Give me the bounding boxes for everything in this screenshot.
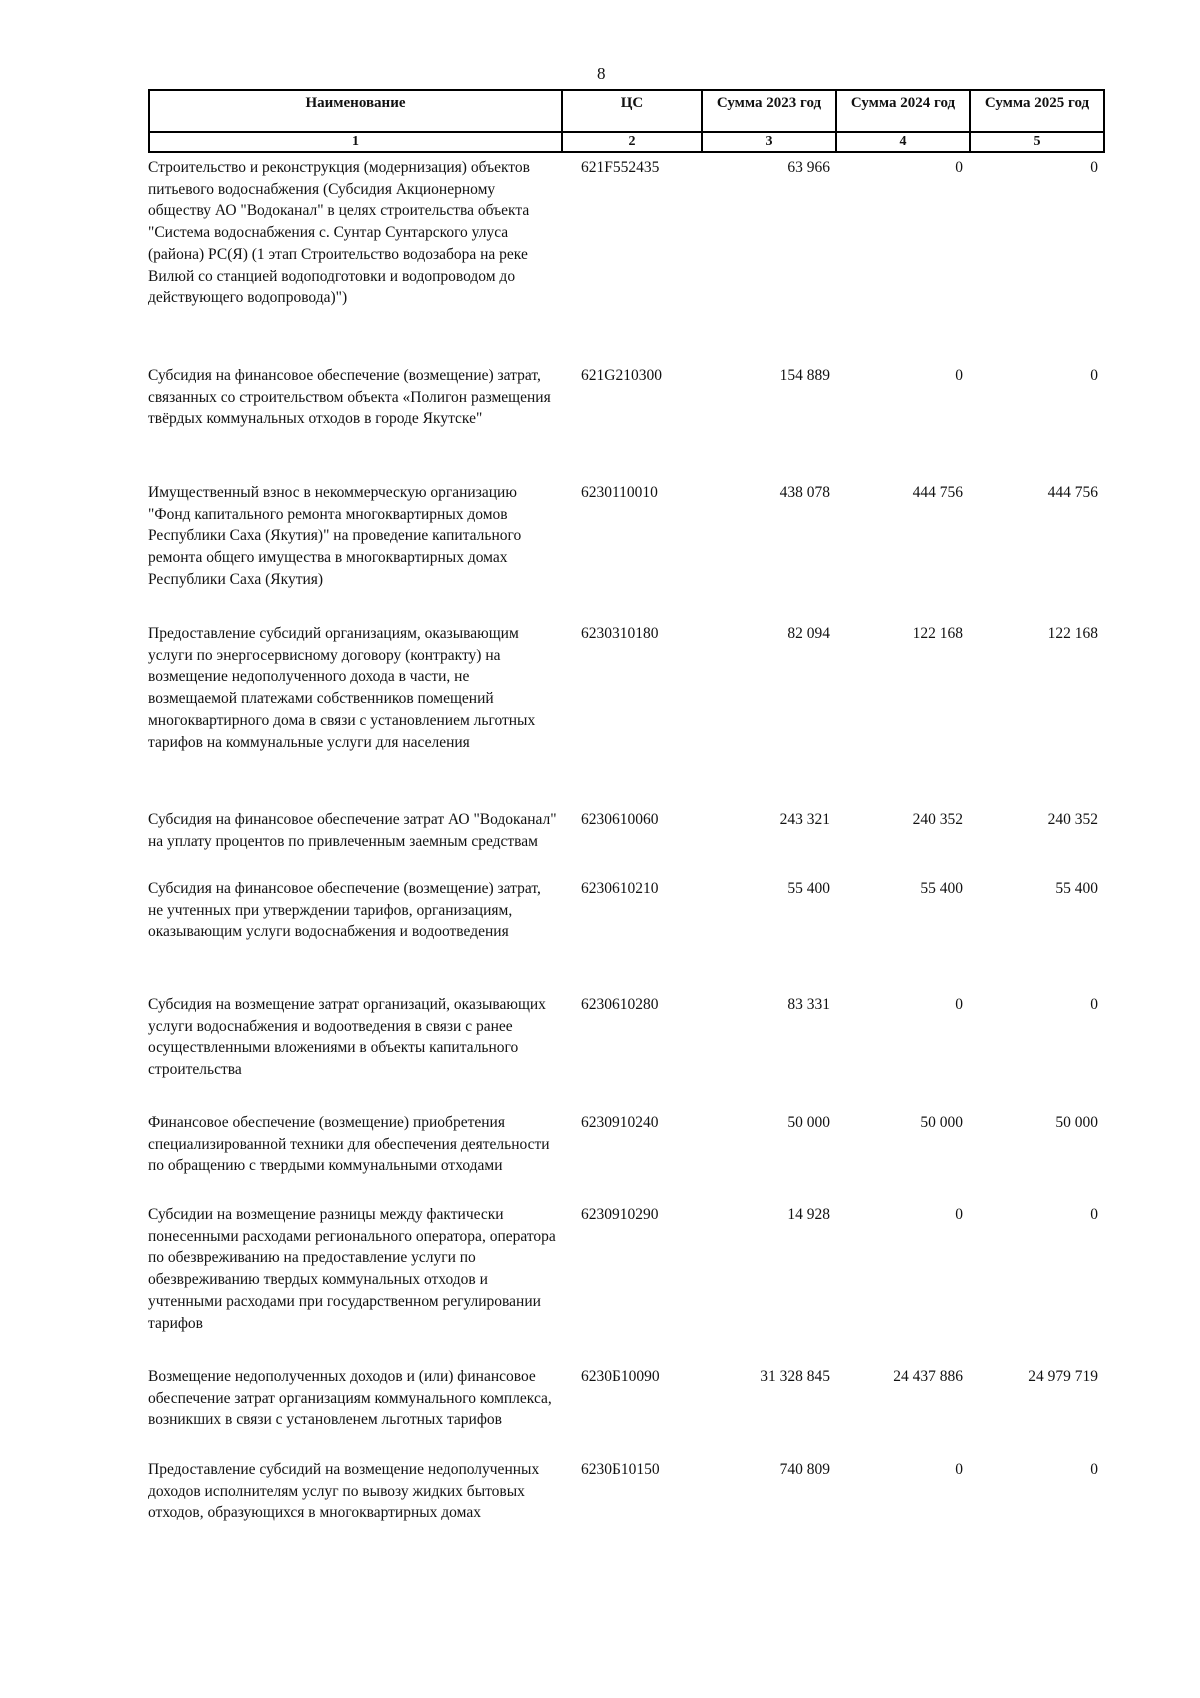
row-sum-2023: 63 966: [787, 159, 830, 176]
row-sum-2023: 55 400: [787, 880, 830, 897]
header-sum-2025: Сумма 2025 год: [970, 90, 1104, 132]
row-sum-2024: 50 000: [920, 1114, 963, 1131]
row-sum-2023: 82 094: [787, 625, 830, 642]
row-sum-2025: 0: [1090, 996, 1098, 1013]
row-code: 6230Б10090: [581, 1368, 660, 1385]
col-number-2: 2: [562, 132, 702, 152]
row-sum-2024: 55 400: [920, 880, 963, 897]
row-sum-2023: 740 809: [779, 1461, 830, 1478]
row-code: 6230610280: [581, 996, 659, 1013]
row-code: 621F552435: [581, 159, 660, 176]
row-name: Субсидии на возмещение разницы между фактически понесенными расходами регионального оператора, оператора по обезвреживанию на предоставление услуги по обезвреживанию твердых коммунальных отходов и учтенными расходами при государственном регулировании тарифов: [148, 1206, 556, 1332]
row-sum-2025: 24 979 719: [1028, 1368, 1098, 1385]
row-sum-2023: 83 331: [787, 996, 830, 1013]
row-sum-2025: 50 000: [1055, 1114, 1098, 1131]
row-sum-2024: 240 352: [912, 811, 963, 828]
row-name: Возмещение недополученных доходов и (или) финансовое обеспечение затрат организациям коммунального комплекса, возникших в связи с установленем льготных тарифов: [148, 1368, 552, 1429]
col-number-4: 4: [836, 132, 970, 152]
col-number-3: 3: [702, 132, 836, 152]
col-number-5: 5: [970, 132, 1104, 152]
row-code: 6230110010: [581, 484, 658, 501]
row-sum-2025: 444 756: [1047, 484, 1098, 501]
row-code: 621G210300: [581, 367, 662, 384]
row-name: Субсидия на возмещение затрат организаций, оказывающих услуги водоснабжения и водоотведения в связи с ранее осуществленными вложениями в объекты капитального строительства: [148, 996, 546, 1079]
row-name: Субсидия на финансовое обеспечение затрат АО "Водоканал" на уплату процентов по привлеченным заемным средствам: [148, 811, 557, 850]
row-sum-2025: 0: [1090, 1461, 1098, 1478]
row-sum-2024: 0: [955, 1206, 963, 1223]
table-header: [148, 89, 1105, 153]
row-name: Предоставление субсидий на возмещение недополученных доходов исполнителям услуг по вывозу жидких бытовых отходов, образующихся в многоквартирных домах: [148, 1461, 540, 1522]
row-name: Имущественный взнос в некоммерческую организацию "Фонд капитального ремонта многоквартирных домов Республики Саха (Якутия)" на проведение капитального ремонта общего имущества в многоквартирных домах Республики Саха (Якутия): [148, 484, 522, 588]
row-sum-2024: 24 437 886: [893, 1368, 963, 1385]
row-code: 6230610210: [581, 880, 659, 897]
row-sum-2023: 243 321: [779, 811, 830, 828]
row-name: Предоставление субсидий организациям, оказывающим услуги по энергосервисному договору (контракту) на возмещение недополученного дохода в части, не возмещаемой платежами собственников помещений многоквартирного дома в связи с установлением льготных тарифов на коммунальные услуги для населения: [148, 625, 536, 751]
row-sum-2024: 0: [955, 159, 963, 176]
header-sum-2023: Сумма 2023 год: [702, 90, 836, 132]
header-code: ЦС: [562, 90, 702, 132]
row-code: 6230Б10150: [581, 1461, 660, 1478]
row-code: 6230910290: [581, 1206, 659, 1223]
row-sum-2023: 50 000: [787, 1114, 830, 1131]
row-sum-2024: 0: [955, 996, 963, 1013]
row-sum-2025: 0: [1090, 159, 1098, 176]
row-sum-2024: 122 168: [912, 625, 963, 642]
row-sum-2025: 55 400: [1055, 880, 1098, 897]
row-name: Финансовое обеспечение (возмещение) приобретения специализированной техники для обеспечения деятельности по обращению с твердыми коммунальными отходами: [148, 1114, 550, 1175]
row-name: Субсидия на финансовое обеспечение (возмещение) затрат, не учтенных при утверждении тарифов, организациям, оказывающим услуги водоснабжения и водоотведения: [148, 880, 541, 941]
row-code: 6230910240: [581, 1114, 659, 1131]
page-number: 8: [597, 64, 606, 83]
row-sum-2023: 438 078: [779, 484, 830, 501]
row-sum-2024: 444 756: [912, 484, 963, 501]
row-sum-2023: 14 928: [787, 1206, 830, 1223]
row-sum-2023: 31 328 845: [760, 1368, 830, 1385]
row-name: Строительство и реконструкция (модернизация) объектов питьевого водоснабжения (Субсидия Акционерному обществу АО "Водоканал" в целях строительства объекта "Система водоснабжения с. Сунтар Сунтарского улуса (района) РС(Я) (1 этап Строительство водозабора на реке Вилюй со станцией водоподготовки и водопроводом до действующего водопровода)"): [148, 159, 530, 307]
row-sum-2025: 240 352: [1047, 811, 1098, 828]
row-name: Субсидия на финансовое обеспечение (возмещение) затрат, связанных со строительством объекта «Полигон размещения твёрдых коммунальных отходов в городе Якутске": [148, 367, 551, 428]
row-code: 6230310180: [581, 625, 659, 642]
row-sum-2025: 0: [1090, 1206, 1098, 1223]
row-sum-2023: 154 889: [779, 367, 830, 384]
row-code: 6230610060: [581, 811, 659, 828]
row-sum-2025: 0: [1090, 367, 1098, 384]
row-sum-2025: 122 168: [1047, 625, 1098, 642]
header-sum-2024: Сумма 2024 год: [836, 90, 970, 132]
col-number-1: 1: [149, 132, 562, 152]
row-sum-2024: 0: [955, 1461, 963, 1478]
header-name: Наименование: [149, 90, 562, 132]
row-sum-2024: 0: [955, 367, 963, 384]
